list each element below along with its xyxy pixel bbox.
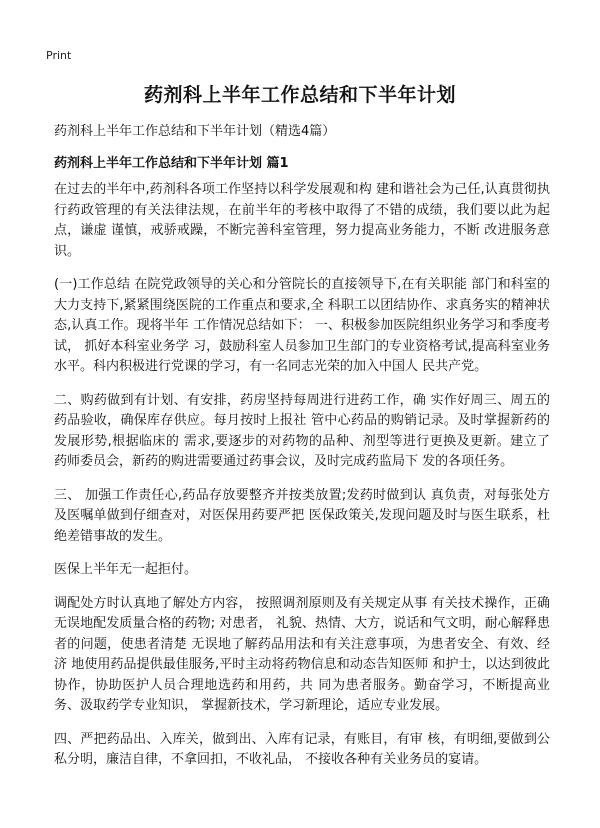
paragraph: 调配处方时认真地了解处方内容， 按照调剂原则及有关规定从事 有关技术操作，正确无误地配发质量合格的药物; 对患者， 礼貌、热情、大方，说话和气文明，耐心解释患者的问题，使患者清楚 无误地了解药品用法和有关注意事项，为患者安全、有效、经济 地使用药品提供最佳服务,平时主动将药物信息和动态告知医师 和护士，以达到彼此协作，协助医护人员合理地选药和用药，共 同为患者服务。勤奋学习，不断提高业务、汲取药学专业知识， 掌握新技术，学习新理论，适应专业发展。 [54,595,550,713]
paragraph: 在过去的半年中,药剂科各项工作坚持以科学发展观和构 建和谐社会为己任,认真贯彻执行药政管理的有关法律法规，在前半年的考核中取得了不错的成绩，我们要以此为起点，谦虚 谨慎，戒骄戒躁，不断完善科室管理，努力提高业务能力，不断 改进服务意识。 [54,182,550,259]
section-heading: 药剂科上半年工作总结和下半年计划 篇1 [54,156,289,171]
paragraph: 四、严把药品出、入库关，做到出、入库有记录，有账目，有审 核，有明细,要做到公私分明，廉洁自律，不拿回扣，不收礼品， 不接收各种有关业务员的宴请。 [54,731,550,767]
paragraph: (一)工作总结 在院党政领导的关心和分管院长的直接领导下,在有关职能 部门和科室的大力支持下,紧紧围绕医院的工作重点和要求,全 科职工以团结协作、求真务实的精神状态,认真工作。现将半年 工作情况总结如下： 一、积极参加医院组织业务学习和季度考试， 抓好本科室业务学 习，鼓励科室人员参加卫生部门的专业资格考试,提高科室业务 水平。科内积极进行党课的学习，有一名同志光荣的加入中国人 民共产党。 [54,277,550,374]
paragraph: 三、 加强工作责任心,药品存放要整齐并按类放置;发药时做到认 真负责，对每张处方及医嘱单做到仔细查对，对医保用药要严把 医保政策关,发现问题及时与医生联系，杜绝差错事故的发生。 [54,487,550,544]
page-subtitle: 药剂科上半年工作总结和下半年计划（精选4篇） [54,124,336,139]
paragraph: 二、购药做到有计划、有安排，药房坚持每周进行进药工作，确 实作好周三、周五的药品验收，确保库存供应。每月按时上报社 管中心药品的购销记录。及时掌握新药的发展形势,根据临床的 需求,要逐步的对药物的品种、剂型等进行更换及更新。建立了 药师委员会，新药的购进需要通过药事会议，及时完成药监局下 发的各项任务。 [54,392,550,469]
print-label[interactable]: Print [46,49,72,62]
page-title: 药剂科上半年工作总结和下半年计划 [143,84,456,106]
document-body [54,180,550,784]
paragraph: 医保上半年无一起拒付。 [54,562,198,577]
